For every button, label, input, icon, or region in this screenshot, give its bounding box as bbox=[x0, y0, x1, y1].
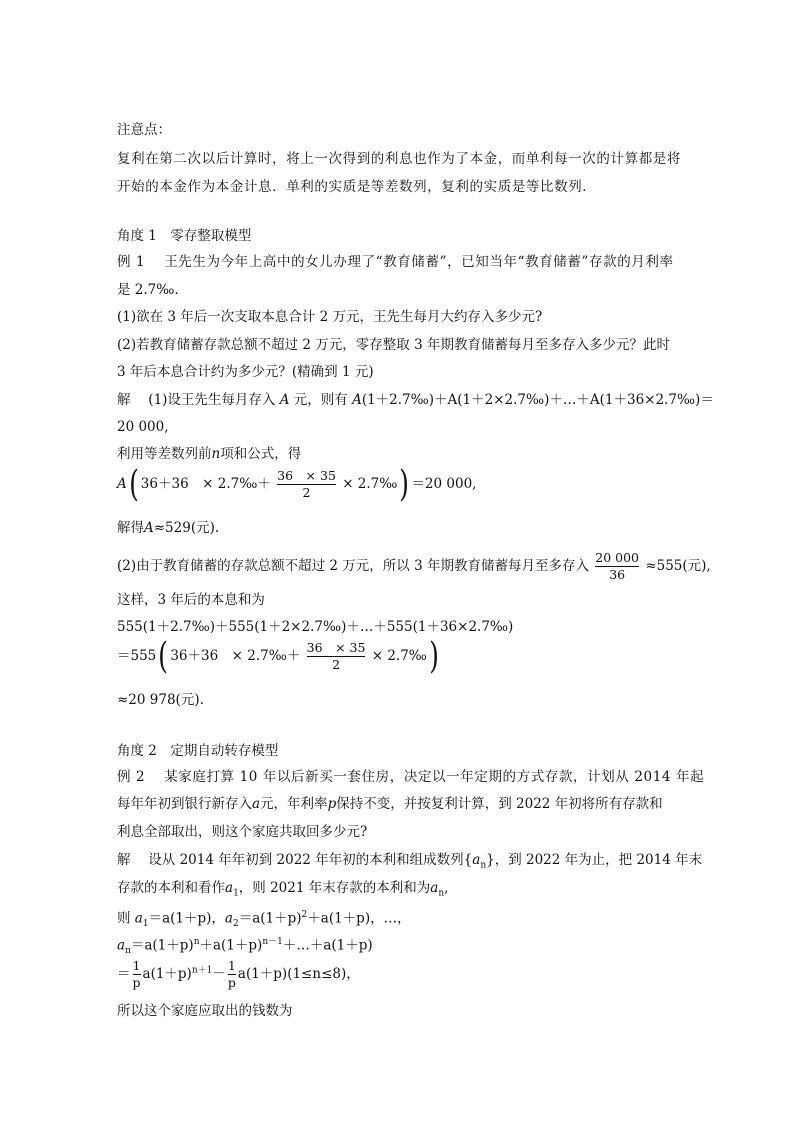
var-A: A bbox=[117, 476, 127, 492]
var-p: p bbox=[327, 796, 337, 812]
note-line-1: 复利在第二次以后计算时，将上一次得到的利息也作为了本金，而单利每一次的计算都是将 bbox=[117, 151, 681, 167]
solution3-text-b: }，到 2022 年为止，把 2014 年末 bbox=[486, 852, 703, 868]
fraction-denominator: 2 bbox=[277, 484, 336, 501]
formula-inner-2: × 2.7‰ bbox=[371, 648, 427, 664]
formula-mid: 项和公式，得 bbox=[220, 446, 302, 462]
subscript-2: 2 bbox=[232, 919, 239, 930]
var-n: n bbox=[211, 446, 221, 462]
note-heading: 注意点： bbox=[117, 122, 171, 138]
var-a: a bbox=[117, 937, 126, 954]
question-2-line-1: (2)若教育储蓄存款总额不超过 2 万元，零存整取 3 年期教育储蓄每月至多存入多少元？此时 bbox=[117, 337, 670, 353]
var-a: a bbox=[252, 796, 261, 812]
angle2-title: 角度 2 定期自动转存模型 bbox=[117, 743, 279, 759]
eq-an-c: ＋…＋a(1＋p) bbox=[282, 937, 373, 954]
subscript-1: 1 bbox=[233, 888, 239, 899]
eq-a2: ＝a(1＋p) bbox=[238, 910, 302, 927]
solution1-formula bbox=[117, 463, 477, 505]
formula-inner-1: 36＋36 × 2.7‰＋ bbox=[170, 648, 301, 664]
solution3-line-4 bbox=[117, 932, 373, 961]
eq-a2-tail: ＋a(1＋p)，…， bbox=[307, 910, 411, 927]
subscript-n: n bbox=[438, 888, 445, 899]
solution3-line-5 bbox=[117, 958, 360, 991]
eq-sum-a: a(1＋p) bbox=[142, 966, 192, 982]
solution1-answer bbox=[117, 518, 219, 538]
formula-inner-2: × 2.7‰ bbox=[342, 476, 398, 492]
solution-label: 解 bbox=[117, 852, 131, 868]
solution2-line-1 bbox=[117, 550, 711, 583]
subscript-1: 1 bbox=[142, 919, 149, 930]
solution1-line-1 bbox=[117, 390, 714, 410]
solution3-line-2: 存款的本利和看作$a_1$，则 2021 年末存款的本利和为$a_n$, bbox=[117, 880, 449, 899]
example2-label: 例 2 bbox=[117, 769, 146, 785]
example2-line-1 bbox=[117, 767, 704, 787]
var-A: A bbox=[352, 392, 362, 408]
fraction-denominator: p bbox=[227, 975, 236, 990]
var-A: A bbox=[279, 392, 290, 408]
var-a: a bbox=[430, 880, 439, 896]
var-a: a bbox=[225, 880, 234, 896]
example1-text: 王先生为今年上高中的女儿办理了“教育储蓄”，已知当年“教育储蓄”存款的月利率 bbox=[164, 254, 674, 270]
solution2-after: ≈555(元), bbox=[645, 558, 711, 574]
solution3-line-6: 所以这个家庭应取出的钱数为 bbox=[117, 1003, 293, 1019]
fraction-denominator: 36 bbox=[595, 566, 639, 583]
example2-text: 某家庭打算 10 年以后新买一套住房，决定以一年定期的方式存款，计划从 2014 年起 bbox=[164, 769, 705, 785]
left-paren: ( bbox=[158, 635, 169, 677]
formula-intro: 利用等差数列前 bbox=[117, 446, 212, 462]
example1-line-2: 是 2.7‰. bbox=[117, 282, 179, 298]
answer-prefix: 解得 bbox=[117, 520, 144, 536]
superscript-n-plus-1: n＋1 bbox=[191, 965, 213, 976]
right-paren: ) bbox=[429, 635, 439, 677]
solution1-intro: (1)设王先生每月存入 bbox=[148, 392, 276, 408]
solution1-mid: 元，则有 bbox=[293, 392, 348, 408]
fraction-36x35-over-2 bbox=[277, 468, 336, 501]
example1-label: 例 1 bbox=[117, 254, 146, 270]
fraction-1-over-p bbox=[133, 958, 141, 991]
example2-line-3: 利息全部取出，则这个家庭共取回多少元? bbox=[117, 824, 368, 840]
example2-text-c: 保持不变，并按复利计算，到 2022 年初将所有存款和 bbox=[336, 796, 663, 812]
fraction-numerator: 1 bbox=[227, 958, 236, 973]
fraction-denominator: p bbox=[132, 975, 141, 990]
solution2-formula bbox=[117, 635, 441, 677]
fraction-numerator: 36 × 35 bbox=[277, 468, 336, 483]
question-1: (1)欲在 3 年后一次支取本息合计 2 万元，王先生每月大约存入多少元? bbox=[117, 309, 543, 325]
eq-sign: ＝ bbox=[117, 966, 131, 982]
solution3-line-3 bbox=[117, 905, 411, 934]
var-a: a bbox=[224, 910, 233, 927]
solution2-answer: ≈20 978(元). bbox=[117, 692, 204, 708]
formula-inner-1: 36＋36 × 2.7‰＋ bbox=[140, 476, 271, 492]
var-a: a bbox=[134, 910, 143, 927]
solution2-line-3: 555(1＋2.7‰)＋555(1＋2×2.7‰)＋…＋555(1＋36×2.7‰) bbox=[117, 619, 514, 635]
fraction-denominator: 2 bbox=[307, 656, 366, 673]
solution2-line-2: 这样，3 年后的本息和为 bbox=[117, 592, 265, 608]
question-2-line-2: 3 年后本息合计约为多少元？(精确到 1 元) bbox=[117, 364, 374, 380]
eq-an-a: ＝a(1＋p) bbox=[130, 937, 194, 954]
fraction-numerator: 1 bbox=[132, 958, 141, 973]
fraction-1-over-p bbox=[228, 958, 236, 991]
left-paren: ( bbox=[128, 463, 139, 505]
answer-value: ≈529(元). bbox=[153, 520, 220, 536]
solution-label: 解 bbox=[117, 392, 131, 408]
solution3-text-d: ，则 2021 年末存款的本利和为 bbox=[238, 880, 431, 896]
subscript-n: n bbox=[480, 860, 487, 871]
solution1-line-2: 20 000, bbox=[117, 419, 169, 435]
solution3-text-c: 存款的本利和看作 bbox=[117, 880, 225, 896]
solution3-line-1 bbox=[117, 850, 702, 876]
eq-minus: － bbox=[212, 966, 226, 982]
fraction-numerator: 36 × 35 bbox=[306, 640, 366, 655]
solution3-text-a: 设从 2014 年年初到 2022 年年初的本利和组成数列{ bbox=[148, 852, 473, 868]
fraction-20000-over-36 bbox=[595, 550, 639, 583]
superscript-2: 2 bbox=[301, 910, 308, 920]
example2-line-2 bbox=[117, 794, 663, 814]
right-paren: ) bbox=[399, 463, 410, 505]
superscript-n: n bbox=[193, 937, 200, 947]
example2-text-a: 每年年初到银行新存入 bbox=[117, 796, 252, 812]
example1-line-1 bbox=[117, 252, 674, 272]
eq-a1: ＝a(1＋p)， bbox=[148, 910, 225, 927]
example2-text-b: 元，年利率 bbox=[260, 796, 328, 812]
subscript-n: n bbox=[125, 946, 131, 957]
eq-sum-b: a(1＋p)(1≤n≤8)， bbox=[237, 966, 360, 982]
fraction-36x35-over-2 bbox=[307, 640, 366, 673]
fraction-numerator: 20 000 bbox=[595, 550, 640, 565]
angle1-title: 角度 1 零存整取模型 bbox=[117, 228, 252, 244]
solution3-then: 则 bbox=[117, 910, 131, 927]
solution1-line-3 bbox=[117, 444, 301, 464]
solution1-equation: (1＋2.7‰)＋A(1＋2×2.7‰)＋…＋A(1＋36×2.7‰)＝ bbox=[361, 392, 714, 408]
eq-an-b: ＋a(1＋p) bbox=[199, 937, 263, 954]
formula-prefix: ＝555 bbox=[117, 648, 157, 664]
solution2-intro: (2)由于教育储蓄的存款总额不超过 2 万元，所以 3 年期教育储蓄每月至多存入 bbox=[117, 558, 589, 574]
formula-result: ＝20 000, bbox=[411, 476, 477, 492]
superscript-n-minus-1: n－1 bbox=[262, 937, 283, 947]
var-A: A bbox=[144, 520, 154, 536]
note-line-2: 开始的本金作为本金计息．单利的实质是等差数列，复利的实质是等比数列． bbox=[117, 179, 597, 195]
var-a: a bbox=[472, 852, 481, 868]
